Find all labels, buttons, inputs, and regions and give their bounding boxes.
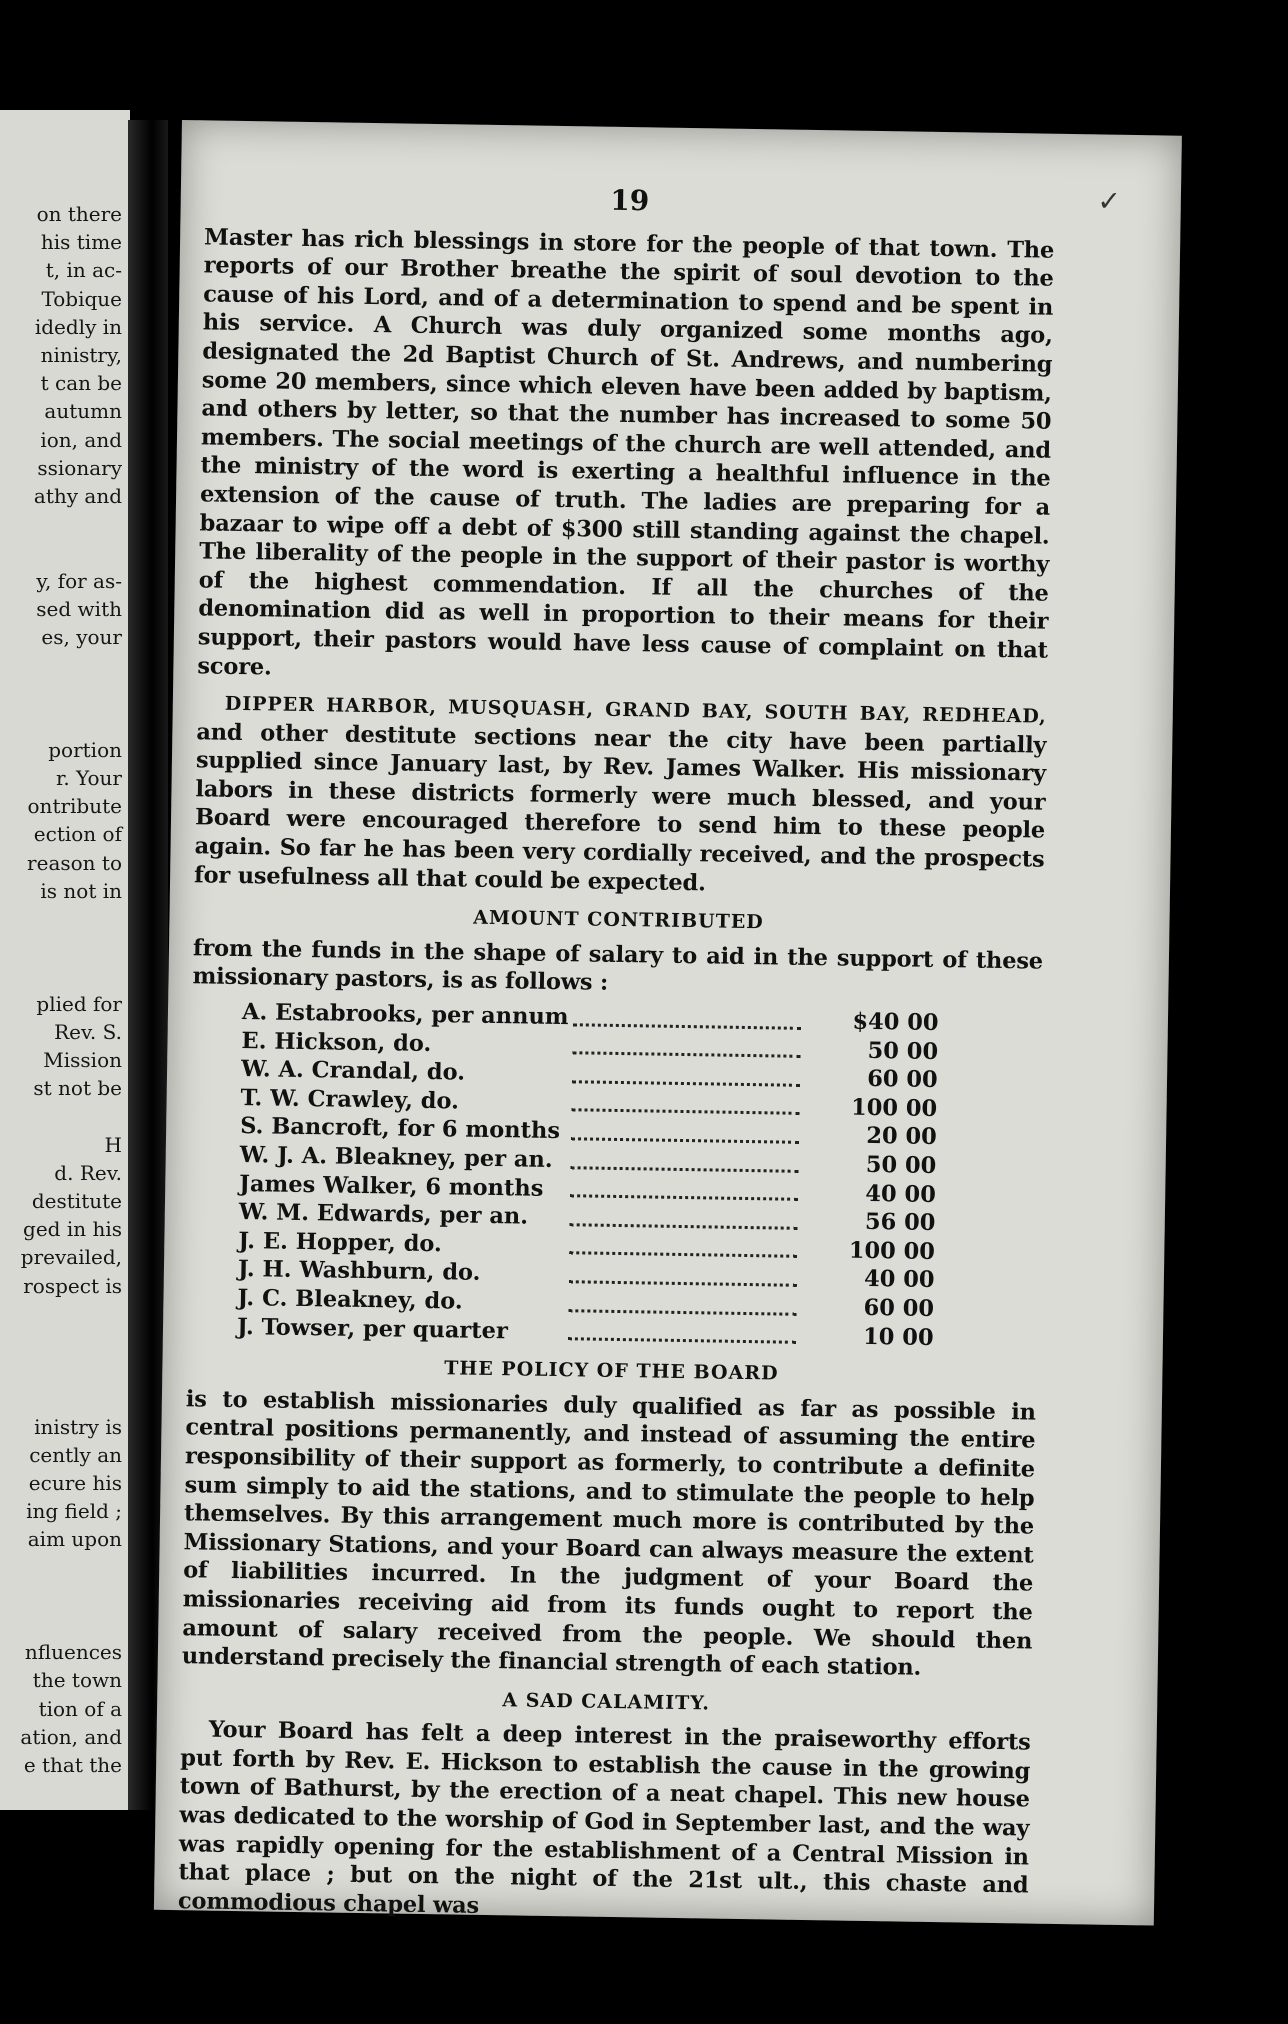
paragraph-dipper-harbor-text: and other destitute sections near the city have been partially supplied since January last, by Rev. James Walker. His missionary labors in these districts formerly were much blessed, and your Board were encouraged therefore to send him to these people again. So far he has been very cordially received, and the prospects for usefulness all that could be expected. xyxy=(193,718,1047,896)
dot-leader xyxy=(563,1318,803,1350)
facing-page-line: d. Rev. xyxy=(54,1160,122,1185)
contribution-amount: 10 00 xyxy=(862,1323,934,1351)
dot-leader xyxy=(567,1118,807,1150)
page-content xyxy=(178,180,1055,1929)
heading-sad-calamity: A SAD CALAMITY. xyxy=(502,1688,711,1715)
facing-page-line: aim upon xyxy=(27,1527,122,1552)
facing-page-line: Rev. S. xyxy=(54,1019,122,1044)
facing-page-line: idedly in xyxy=(34,314,122,339)
facing-page-line: ontribute xyxy=(27,794,122,819)
paragraph-amount-intro: from the funds in the shape of salary to aid in the support of these missionary pastors, is as follows : xyxy=(192,935,1044,997)
facing-page-line: ssionary xyxy=(37,455,122,480)
contribution-amount: 60 00 xyxy=(863,1294,935,1322)
dot-leader xyxy=(564,1289,804,1321)
facing-page-line: ing field ; xyxy=(26,1499,122,1524)
contribution-amount: 40 00 xyxy=(865,1180,937,1208)
contribution-amount: 100 00 xyxy=(850,1094,938,1122)
pastor-name: E. Hickson, do. xyxy=(241,1027,432,1057)
page-number: 19 xyxy=(610,183,650,218)
facing-page-line: ection of xyxy=(33,822,122,847)
dot-leader xyxy=(565,1203,805,1235)
facing-page-line: ged in his xyxy=(23,1217,122,1242)
facing-page-line: Mission xyxy=(43,1048,122,1072)
contribution-amount: 50 00 xyxy=(867,1037,939,1065)
heading-policy-of-board: THE POLICY OF THE BOARD xyxy=(444,1357,779,1385)
facing-page-line: t, in ac- xyxy=(45,258,122,283)
facing-page-line: sed with xyxy=(36,596,122,621)
contributions-table xyxy=(237,998,939,1352)
facing-page-line: ation, and xyxy=(20,1724,122,1749)
contribution-amount: 50 00 xyxy=(865,1151,937,1179)
facing-page-line: ecure his xyxy=(28,1471,122,1495)
pastor-name: J. Towser, per quarter xyxy=(236,1313,509,1344)
pastor-name: T. W. Crawley, do. xyxy=(240,1084,460,1115)
pastor-name: A. Estabrooks, per annum xyxy=(241,999,569,1031)
contribution-amount: 60 00 xyxy=(866,1066,938,1094)
pastor-name: J. E. Hopper, do. xyxy=(238,1227,443,1258)
dot-leader xyxy=(566,1175,806,1207)
paragraph-calamity: Your Board has felt a deep interest in the praiseworthy efforts put forth by Rev. E. Hickson to establish the cause in the growing town of Bathurst, by the erection of a neat chapel. This new house was dedicated to the worship of God in September last, and the way was rapidly opening for the establishment of a Central Mission in that place ; but on the night of the 21st ult., this chaste and commodious chapel was xyxy=(177,1716,1031,1919)
facing-page-line: rospect is xyxy=(23,1273,122,1298)
paragraph-dipper-harbor xyxy=(194,688,1047,902)
facing-page-line: on there xyxy=(36,202,122,226)
facing-page-line: portion xyxy=(48,737,122,762)
dot-leader xyxy=(568,1003,808,1035)
pastor-name: S. Bancroft, for 6 months xyxy=(239,1113,561,1145)
facing-page-line: his time xyxy=(40,230,122,255)
facing-page-line: ion, and xyxy=(40,427,122,452)
paragraph-policy: is to establish missionaries duly qualified as far as possible in central positions permanently, and instead of assuming the entire responsibility of their support as formerly, to contribute a definite sum simply to aid the stations, and to stimulate the people to help themselves. By this arrangement much more is contributed by the Missionary Stations, and your Board can always measure the extent of liabilities incurred. In the judgment of your Board the missionaries receiving aid from its funds ought to report the amount of salary received from the people. We should then understand precisely the financial strength of each station. xyxy=(181,1385,1037,1681)
facing-page-line: athy and xyxy=(33,484,122,508)
pastor-name: J. H. Washburn, do. xyxy=(237,1256,481,1287)
heading-amount-contributed: AMOUNT CONTRIBUTED xyxy=(473,906,764,934)
pastor-name: James Walker, 6 months xyxy=(239,1170,544,1202)
dot-leader xyxy=(565,1232,805,1264)
facing-page-line: autumn xyxy=(44,399,122,424)
facing-page-line: H xyxy=(104,1132,122,1157)
facing-page-line: reason to xyxy=(27,850,122,875)
dot-leader xyxy=(566,1146,806,1178)
contribution-amount: 40 00 xyxy=(863,1266,935,1294)
facing-page-line: y, for as- xyxy=(36,568,122,593)
facing-page-line: inistry is xyxy=(34,1414,122,1439)
facing-page-line: cently an xyxy=(29,1442,122,1467)
facing-page-line: ninistry, xyxy=(40,343,122,367)
run-in-heading-dipper-harbor: DIPPER HARBOR, MUSQUASH, GRAND BAY, SOUTH BAY, REDHEAD, xyxy=(224,692,1047,728)
contribution-amount: 100 00 xyxy=(848,1237,936,1265)
facing-page-fragment xyxy=(0,110,130,1810)
pastor-name: W. A. Crandal, do. xyxy=(240,1056,466,1086)
facing-page-line: prevailed, xyxy=(20,1245,122,1270)
facing-page-line: e that the xyxy=(23,1753,122,1777)
facing-page-line: t can be xyxy=(40,371,122,396)
facing-page-line: destitute xyxy=(31,1189,122,1213)
facing-page-line: es, your xyxy=(41,625,122,649)
dot-leader xyxy=(568,1032,808,1064)
contribution-amount: $40 00 xyxy=(852,1008,939,1037)
facing-page-line: Tobique xyxy=(41,286,122,311)
paragraph-st-andrews: Master has rich blessings in store for the people of that town. The reports of our Brother breathe the spirit of soul devotion to the cause of his Lord, and of a determination to spend and be spent in his service. A Church was duly organized some months ago, designated the 2d Baptist Church of St. Andrews, and numbering some 20 members, since which eleven have been added by baptism, and others by letter, so that the number has increased to some 50 members. The social meetings of the church are well attended, and the ministry of the word is exerting a healthful influence in the extension of the cause of truth. The ladies are preparing for a bazaar to wipe off a debt of $300 still standing against the chapel. The liberality of the people in the support of their pastor is worthy of the highest commendation. If all the churches of the denomination did as well in proportion to their means for their support, their pastors would have less cause of complaint on that score. xyxy=(197,223,1055,680)
pastor-name: W. M. Edwards, per an. xyxy=(238,1199,529,1230)
facing-page-line: is not in xyxy=(40,878,122,903)
facing-page-line: st not be xyxy=(33,1076,122,1101)
facing-page-line: the town xyxy=(32,1668,122,1693)
facing-page-line: r. Your xyxy=(55,766,122,790)
pastor-name: J. C. Bleakney, do. xyxy=(237,1284,463,1315)
dot-leader xyxy=(564,1261,804,1293)
document-page xyxy=(154,120,1182,1925)
contribution-amount: 20 00 xyxy=(866,1123,937,1151)
facing-page-line: plied for xyxy=(36,991,122,1016)
pastor-name: W. J. A. Bleakney, per an. xyxy=(239,1142,553,1173)
pencil-tick-mark: ✓ xyxy=(1097,184,1122,218)
facing-page-line: nfluences xyxy=(24,1640,122,1665)
dot-leader xyxy=(567,1060,807,1092)
contribution-amount: 56 00 xyxy=(864,1209,936,1237)
facing-page-line: tion of a xyxy=(38,1696,122,1721)
dot-leader xyxy=(567,1089,807,1121)
